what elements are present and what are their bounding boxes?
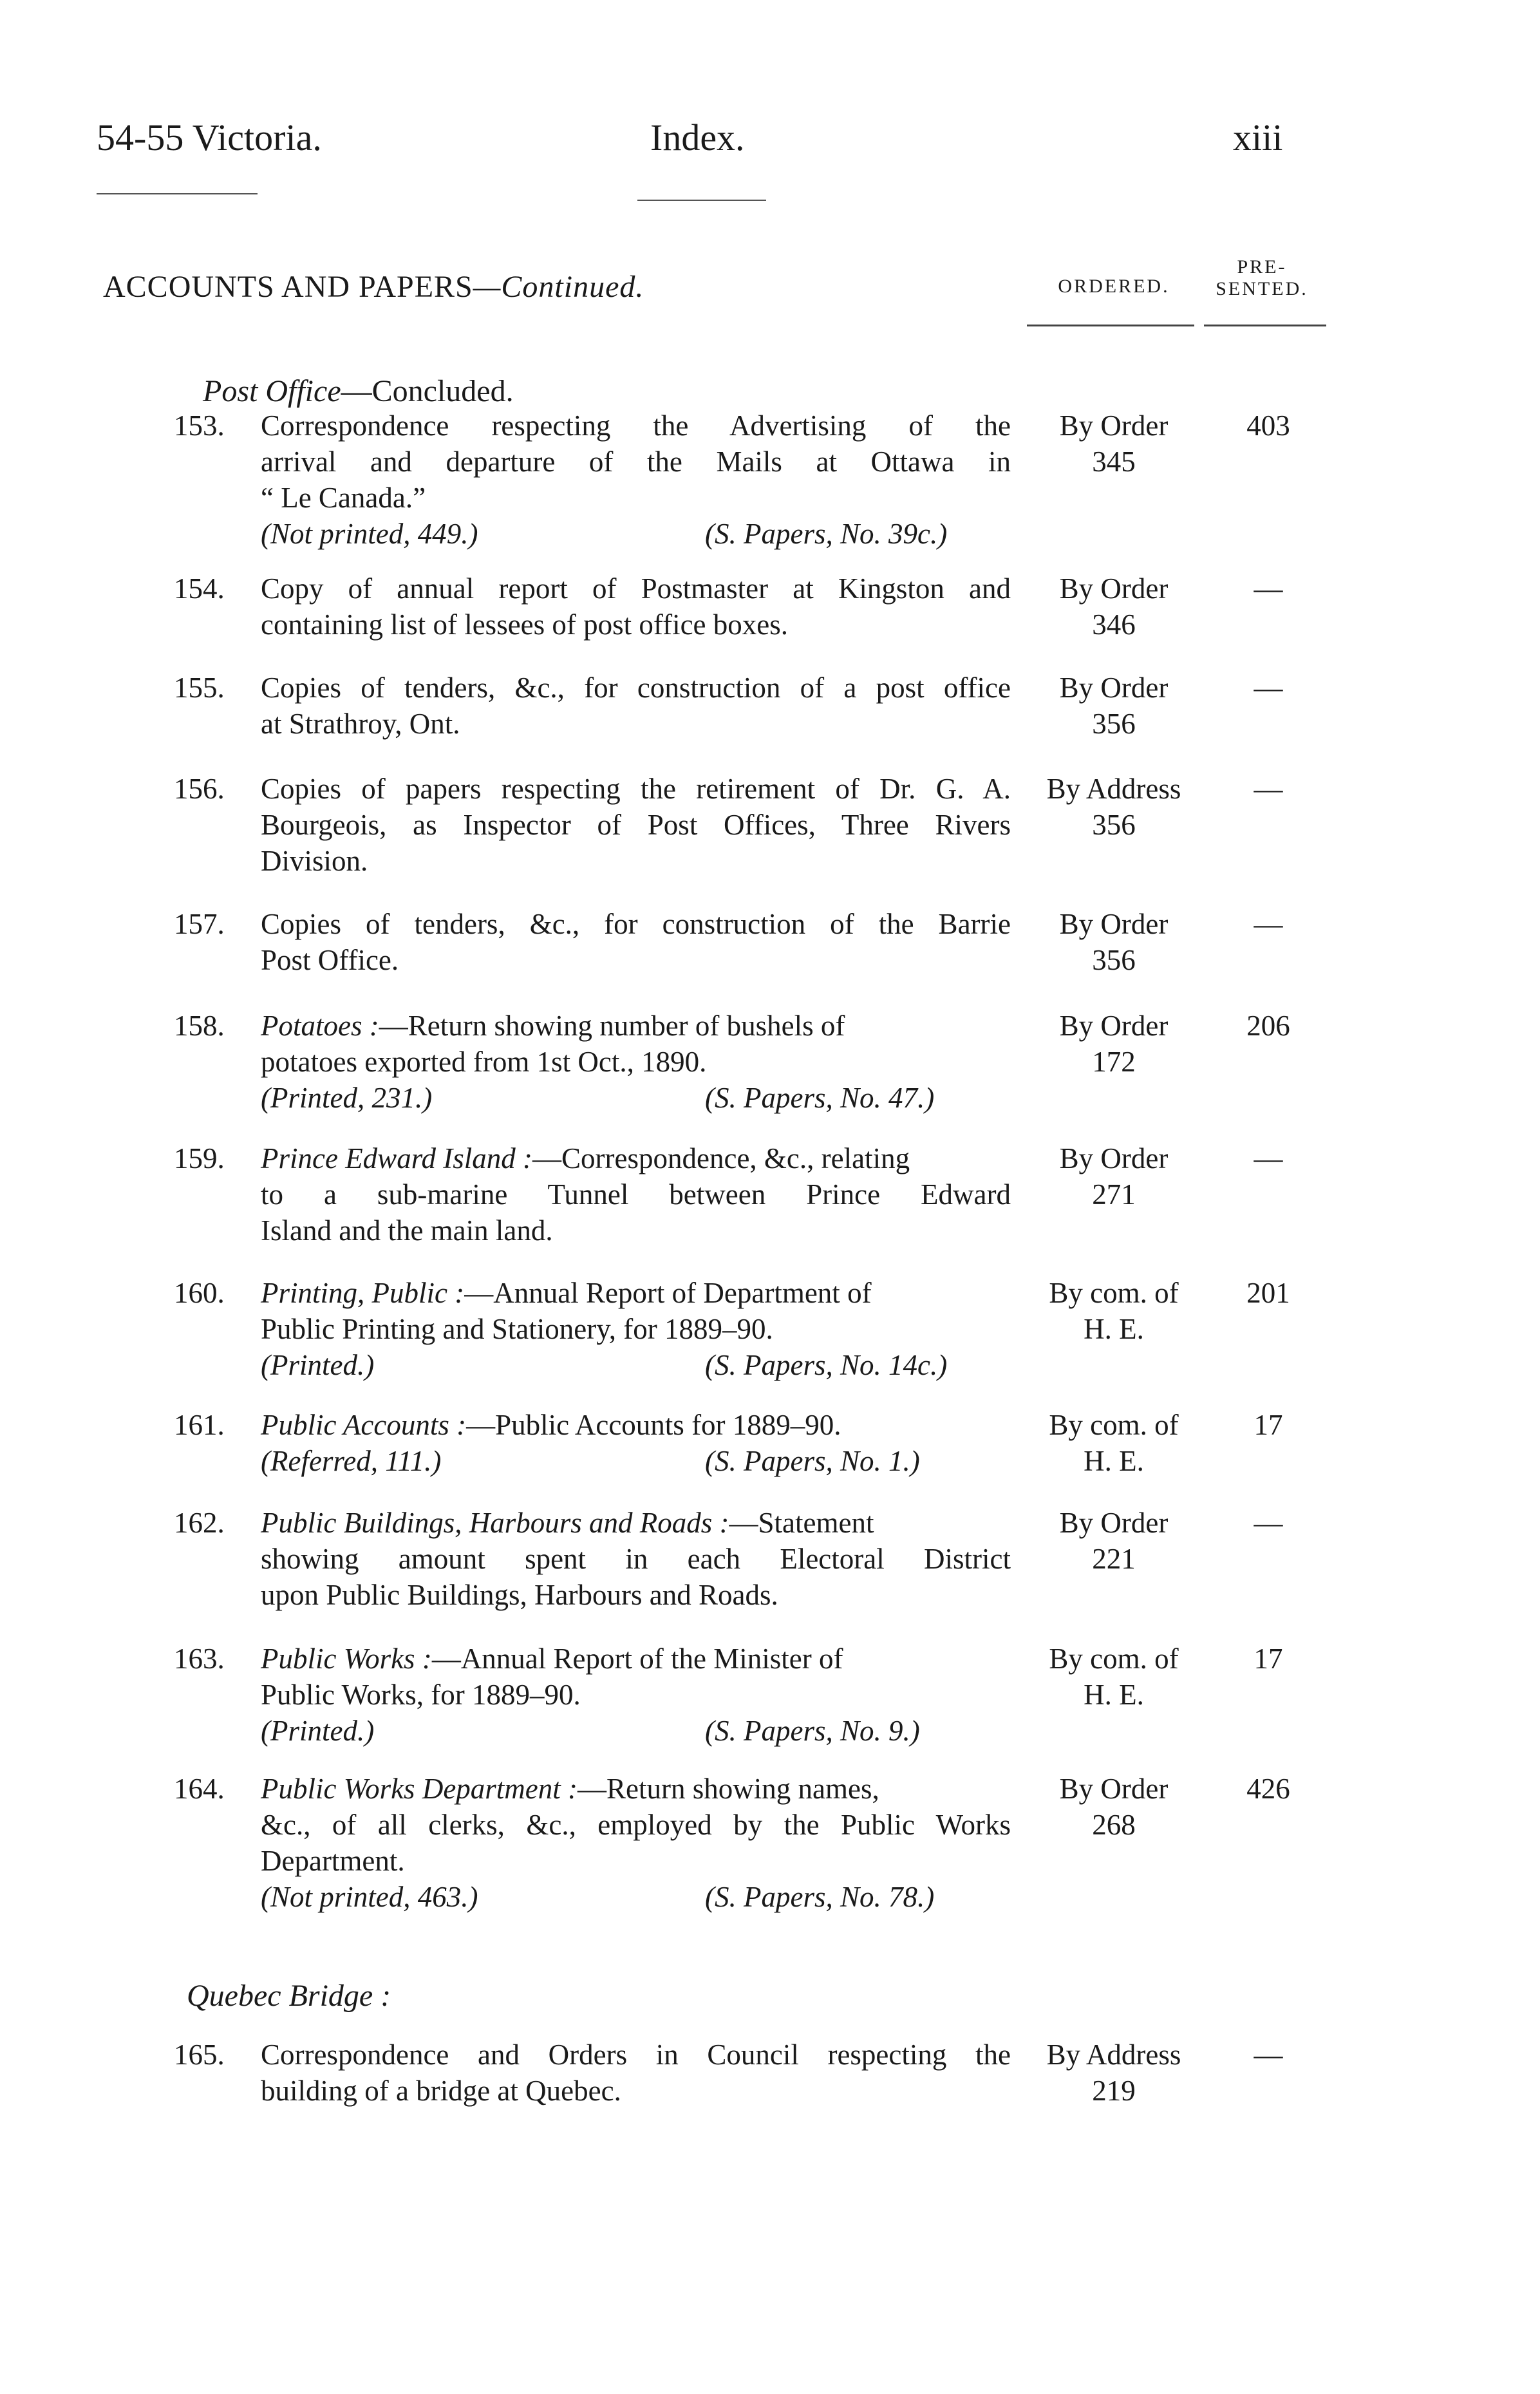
ordered-by: By Order bbox=[1059, 1010, 1169, 1042]
entry-heading: Prince Edward Island : bbox=[261, 1142, 533, 1174]
sessional-paper-ref: (S. Papers, No. 1.) bbox=[705, 1445, 920, 1477]
ordered-cell bbox=[1027, 1771, 1201, 1843]
entry-line: containing list of lessees of post office boxes. bbox=[261, 608, 789, 641]
entry-line: Division. bbox=[261, 845, 368, 877]
presented-cell: 201 bbox=[1246, 1277, 1290, 1309]
print-note: (Printed.) bbox=[261, 1349, 375, 1381]
ordered-page: 345 bbox=[1092, 446, 1136, 478]
presented-cell: — bbox=[1254, 773, 1283, 805]
header-rule-left bbox=[97, 193, 258, 194]
entry-number: 156. bbox=[174, 773, 225, 805]
column-rule-ordered bbox=[1027, 325, 1194, 326]
entry-note bbox=[261, 1347, 1011, 1383]
sessional-paper-ref: (S. Papers, No. 14c.) bbox=[705, 1349, 948, 1381]
ordered-by: By com. of bbox=[1049, 1643, 1179, 1675]
ordered-cell bbox=[1027, 2037, 1201, 2109]
ordered-by: By Order bbox=[1059, 572, 1169, 605]
entry-number: 164. bbox=[174, 1773, 225, 1805]
ordered-cell bbox=[1027, 1008, 1201, 1080]
entry-line: upon Public Buildings, Harbours and Roads. bbox=[261, 1579, 778, 1611]
ordered-cell bbox=[1027, 570, 1201, 643]
ordered-cell bbox=[1027, 771, 1201, 843]
ordered-cell bbox=[1027, 1275, 1201, 1347]
entry-note bbox=[261, 1080, 1011, 1116]
column-head-presented-line2: SENTED. bbox=[1216, 278, 1308, 299]
ordered-by: By Order bbox=[1059, 410, 1169, 442]
ordered-cell bbox=[1027, 1407, 1201, 1479]
entry-number: 154. bbox=[174, 572, 225, 605]
presented-cell: — bbox=[1254, 1142, 1283, 1174]
ordered-by: By com. of bbox=[1049, 1409, 1179, 1441]
presented-cell: 403 bbox=[1246, 410, 1290, 442]
ordered-page: H. E. bbox=[1084, 1445, 1144, 1477]
entry-line-text: —Annual Report of the Minister of bbox=[431, 1643, 843, 1675]
ordered-cell bbox=[1027, 1505, 1201, 1577]
ordered-page: 221 bbox=[1092, 1543, 1136, 1575]
entry-line: &c., of all clerks, &c., employed by the Public Works bbox=[261, 1809, 1011, 1841]
entry-line-text: —Correspondence, &c., relating bbox=[532, 1142, 910, 1174]
presented-cell: — bbox=[1254, 572, 1283, 605]
entry-heading: Public Works Department : bbox=[261, 1773, 578, 1805]
entry-heading: Potatoes : bbox=[261, 1010, 379, 1042]
sessional-paper-ref: (S. Papers, No. 39c.) bbox=[705, 518, 948, 550]
page-number: xiii bbox=[1233, 117, 1283, 158]
entry-body bbox=[261, 1505, 1011, 1613]
entry-number: 158. bbox=[174, 1010, 225, 1042]
ordered-page: 219 bbox=[1092, 2075, 1136, 2107]
section-title bbox=[103, 269, 644, 305]
entry-heading: Printing, Public : bbox=[261, 1277, 465, 1309]
entry-line: Copies of tenders, &c., for construction of the Barrie bbox=[261, 908, 1011, 940]
print-note: (Printed, 231.) bbox=[261, 1082, 433, 1114]
entry-line: Bourgeois, as Inspector of Post Offices, Three Rivers bbox=[261, 809, 1011, 841]
ordered-page: 268 bbox=[1092, 1809, 1136, 1841]
presented-cell: — bbox=[1254, 2039, 1283, 2071]
ordered-by: By Order bbox=[1059, 1773, 1169, 1805]
ordered-by: By Address bbox=[1046, 2039, 1181, 2071]
ordered-cell bbox=[1027, 670, 1201, 742]
entry-body bbox=[261, 408, 1011, 552]
entry-line: Correspondence and Orders in Council respecting the bbox=[261, 2039, 1011, 2071]
column-head-presented bbox=[1197, 256, 1326, 300]
presented-cell: 17 bbox=[1254, 1409, 1283, 1441]
column-head-ordered: ORDERED. bbox=[1058, 276, 1170, 297]
entry-line-text: —Public Accounts for 1889–90. bbox=[466, 1409, 841, 1441]
entry-number: 159. bbox=[174, 1142, 225, 1174]
entry-number: 153. bbox=[174, 410, 225, 442]
sessional-paper-ref: (S. Papers, No. 9.) bbox=[705, 1715, 920, 1747]
entry-line: Department. bbox=[261, 1845, 405, 1877]
entry-line: showing amount spent in each Electoral District bbox=[261, 1543, 1011, 1575]
ordered-by: By com. of bbox=[1049, 1277, 1179, 1309]
ordered-page: 346 bbox=[1092, 608, 1136, 641]
entry-line: building of a bridge at Quebec. bbox=[261, 2075, 621, 2107]
entry-body bbox=[261, 1140, 1011, 1249]
sessional-paper-ref: (S. Papers, No. 78.) bbox=[705, 1881, 935, 1913]
entry-line: Copies of tenders, &c., for construction of a post office bbox=[261, 672, 1011, 704]
print-note: (Referred, 111.) bbox=[261, 1445, 442, 1477]
entry-heading: Public Works : bbox=[261, 1643, 432, 1675]
ordered-by: By Order bbox=[1059, 672, 1169, 704]
entry-line: Copy of annual report of Postmaster at Kingston and bbox=[261, 572, 1011, 605]
ordered-cell bbox=[1027, 1641, 1201, 1713]
presented-cell: — bbox=[1254, 1507, 1283, 1539]
section-title-continued: —Continued. bbox=[473, 270, 644, 304]
ordered-page: 356 bbox=[1092, 708, 1136, 740]
ordered-cell bbox=[1027, 906, 1201, 978]
entry-body bbox=[261, 1008, 1011, 1116]
entry-note bbox=[261, 1713, 1011, 1749]
entry-heading: Public Buildings, Harbours and Roads : bbox=[261, 1507, 729, 1539]
entry-line bbox=[261, 1505, 1011, 1541]
presented-cell: — bbox=[1254, 672, 1283, 704]
entry-line bbox=[261, 1275, 1011, 1311]
entry-body bbox=[261, 570, 1011, 643]
subhead-quebec-bridge: Quebec Bridge : bbox=[187, 1979, 391, 2013]
print-note: (Not printed, 463.) bbox=[261, 1881, 478, 1913]
entry-heading: Public Accounts : bbox=[261, 1409, 467, 1441]
entry-note bbox=[261, 1443, 1011, 1479]
entry-body bbox=[261, 771, 1011, 879]
ordered-page: 356 bbox=[1092, 944, 1136, 976]
column-head-presented-line1: PRE- bbox=[1237, 256, 1287, 278]
sessional-paper-ref: (S. Papers, No. 47.) bbox=[705, 1082, 935, 1114]
subhead-post-office-concluded: —Concluded. bbox=[341, 374, 514, 408]
ordered-cell bbox=[1027, 408, 1201, 480]
entry-line: Post Office. bbox=[261, 944, 399, 976]
ordered-cell bbox=[1027, 1140, 1201, 1212]
entry-number: 163. bbox=[174, 1643, 225, 1675]
entry-number: 160. bbox=[174, 1277, 225, 1309]
entry-line: Island and the main land. bbox=[261, 1214, 553, 1247]
entry-line: to a sub-marine Tunnel between Prince Edward bbox=[261, 1178, 1011, 1211]
running-head-session: 54-55 Victoria. bbox=[97, 117, 322, 158]
ordered-page: 356 bbox=[1092, 809, 1136, 841]
ordered-by: By Order bbox=[1059, 1507, 1169, 1539]
section-title-main: ACCOUNTS AND PAPERS bbox=[103, 270, 473, 304]
entry-line: Public Works, for 1889–90. bbox=[261, 1679, 581, 1711]
entry-line-text: —Statement bbox=[729, 1507, 874, 1539]
entry-body bbox=[261, 1407, 1011, 1479]
entry-body bbox=[261, 1275, 1011, 1383]
header-rule-center bbox=[637, 200, 766, 201]
print-note: (Printed.) bbox=[261, 1715, 375, 1747]
entry-note bbox=[261, 1879, 1011, 1915]
entry-line: potatoes exported from 1st Oct., 1890. bbox=[261, 1046, 707, 1078]
entry-body bbox=[261, 670, 1011, 742]
entry-number: 162. bbox=[174, 1507, 225, 1539]
entry-body bbox=[261, 906, 1011, 978]
running-head-index: Index. bbox=[650, 117, 745, 158]
entry-line: Correspondence respecting the Advertising of the bbox=[261, 410, 1011, 442]
ordered-by: By Order bbox=[1059, 1142, 1169, 1174]
entry-line: at Strathroy, Ont. bbox=[261, 708, 460, 740]
entry-note bbox=[261, 516, 1011, 552]
ordered-page: H. E. bbox=[1084, 1679, 1144, 1711]
entry-line-text: —Annual Report of Department of bbox=[464, 1277, 872, 1309]
entry-line: “ Le Canada.” bbox=[261, 482, 426, 514]
entry-line: arrival and departure of the Mails at Ottawa in bbox=[261, 446, 1011, 478]
entry-body bbox=[261, 1641, 1011, 1749]
entry-line bbox=[261, 1407, 1011, 1443]
entry-line bbox=[261, 1008, 1011, 1044]
ordered-page: 172 bbox=[1092, 1046, 1136, 1078]
entry-line: Public Printing and Stationery, for 1889–90. bbox=[261, 1313, 773, 1345]
presented-cell: 206 bbox=[1246, 1010, 1290, 1042]
entry-number: 165. bbox=[174, 2039, 225, 2071]
entry-number: 161. bbox=[174, 1409, 225, 1441]
ordered-page: H. E. bbox=[1084, 1313, 1144, 1345]
subhead-post-office-name: Post Office bbox=[203, 374, 341, 408]
subhead-post-office bbox=[203, 373, 514, 409]
presented-cell: — bbox=[1254, 908, 1283, 940]
presented-cell: 426 bbox=[1246, 1773, 1290, 1805]
entry-number: 157. bbox=[174, 908, 225, 940]
column-rule-presented bbox=[1204, 325, 1326, 326]
entry-line: Copies of papers respecting the retirement of Dr. G. A. bbox=[261, 773, 1011, 805]
entry-line bbox=[261, 1140, 1011, 1176]
presented-cell: 17 bbox=[1254, 1643, 1283, 1675]
entry-line-text: —Return showing number of bushels of bbox=[379, 1010, 845, 1042]
ordered-by: By Address bbox=[1046, 773, 1181, 805]
entry-line-text: —Return showing names, bbox=[578, 1773, 879, 1805]
print-note: (Not printed, 449.) bbox=[261, 518, 478, 550]
entry-number: 155. bbox=[174, 672, 225, 704]
entry-line bbox=[261, 1771, 1011, 1807]
entry-body bbox=[261, 1771, 1011, 1915]
entry-body bbox=[261, 2037, 1011, 2109]
ordered-by: By Order bbox=[1059, 908, 1169, 940]
entry-line bbox=[261, 1641, 1011, 1677]
ordered-page: 271 bbox=[1092, 1178, 1136, 1211]
